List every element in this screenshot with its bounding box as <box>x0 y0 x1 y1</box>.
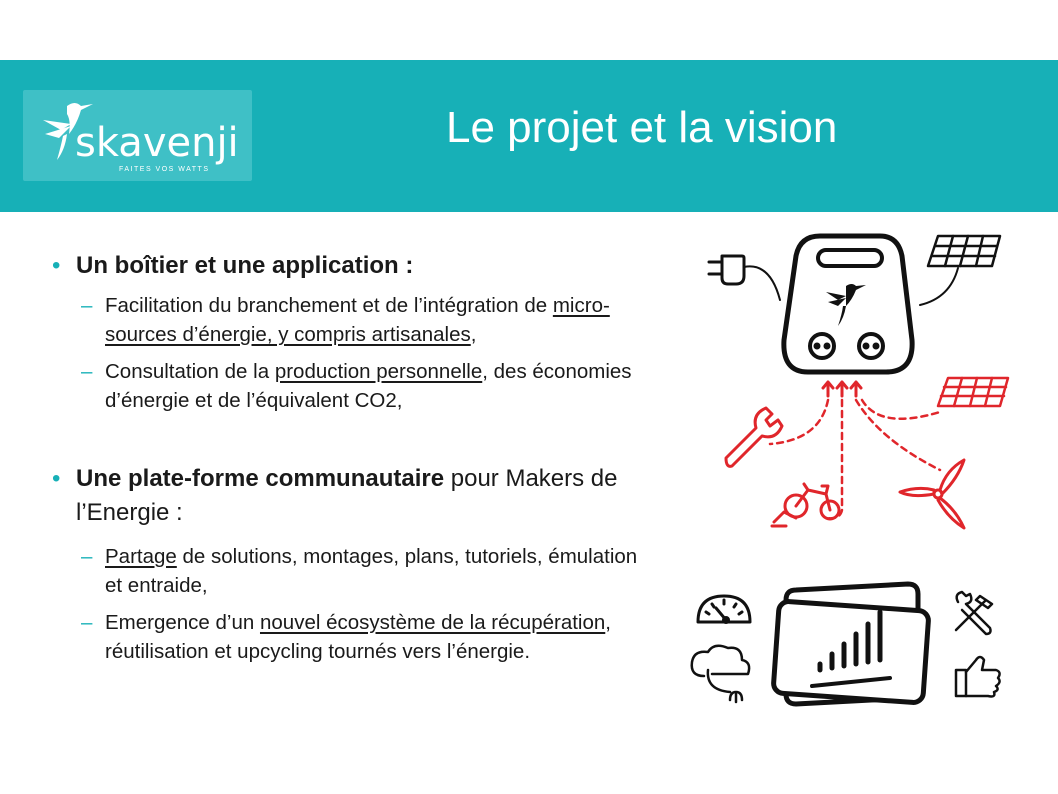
bullet-heading: Un boîtier et une application : <box>76 252 414 279</box>
sub-text: , réutilisation et upcycling tournés vers l’énergie. <box>105 611 611 663</box>
header-banner <box>0 60 1058 212</box>
sub-link: Partage <box>105 545 177 568</box>
sub-item <box>52 357 652 415</box>
dash-marker: – <box>81 360 93 383</box>
thumbs-up-icon <box>956 657 1000 697</box>
sub-text: Facilitation du branchement et de l’intégration de <box>105 294 553 317</box>
sub-link: micro-sources d’énergie, y compris artisanales <box>105 294 610 346</box>
arrow-group <box>823 382 861 396</box>
sub-text: Consultation de la <box>105 360 275 383</box>
tablet-chart-icon <box>773 584 929 704</box>
bullet-dot: • <box>52 465 61 492</box>
bullet-dot: • <box>52 252 61 279</box>
logo-tagline: FAITES VOS WATTS <box>119 166 210 173</box>
logo-wordmark: skavenji <box>75 120 239 166</box>
bullet-item <box>52 249 652 283</box>
wind-turbine-icon <box>900 460 964 528</box>
sub-text: de solutions, montages, plans, tutoriels, émulation et entraide, <box>105 545 638 597</box>
sub-text: , <box>470 323 477 346</box>
speedometer-icon <box>698 596 750 623</box>
page-title: Le projet et la vision <box>446 103 838 152</box>
bullet-item <box>52 462 652 530</box>
solar-panel-icon <box>938 378 1008 406</box>
plug-icon <box>709 256 780 300</box>
dash-marker: – <box>81 611 93 634</box>
cloud-tree-icon <box>692 646 749 702</box>
sub-link: production personnelle <box>274 360 483 383</box>
wrench-icon <box>726 408 782 466</box>
sub-text: , des économies d’énergie et de l’équivalent CO2, <box>105 360 632 412</box>
skavenji-logo <box>23 90 252 181</box>
box-device-icon <box>784 236 912 372</box>
sub-item <box>52 542 652 600</box>
bullet-heading: Une plate-forme communautaire <box>76 465 445 492</box>
sub-text: Emergence d’un <box>105 611 260 634</box>
hummingbird-icon <box>826 284 866 326</box>
sub-item <box>52 291 652 349</box>
solar-panel-icon <box>920 236 1000 305</box>
tools-icon <box>956 592 992 634</box>
sub-item <box>52 608 652 666</box>
content-list <box>52 245 652 666</box>
bullet-text: pour Makers de l’Energie : <box>76 465 618 526</box>
dash-marker: – <box>81 545 93 568</box>
bicycle-icon <box>772 484 839 526</box>
dash-marker: – <box>81 294 93 317</box>
sub-link: nouvel écosystème de la récupération <box>259 611 606 634</box>
energy-illustration <box>680 220 1020 720</box>
